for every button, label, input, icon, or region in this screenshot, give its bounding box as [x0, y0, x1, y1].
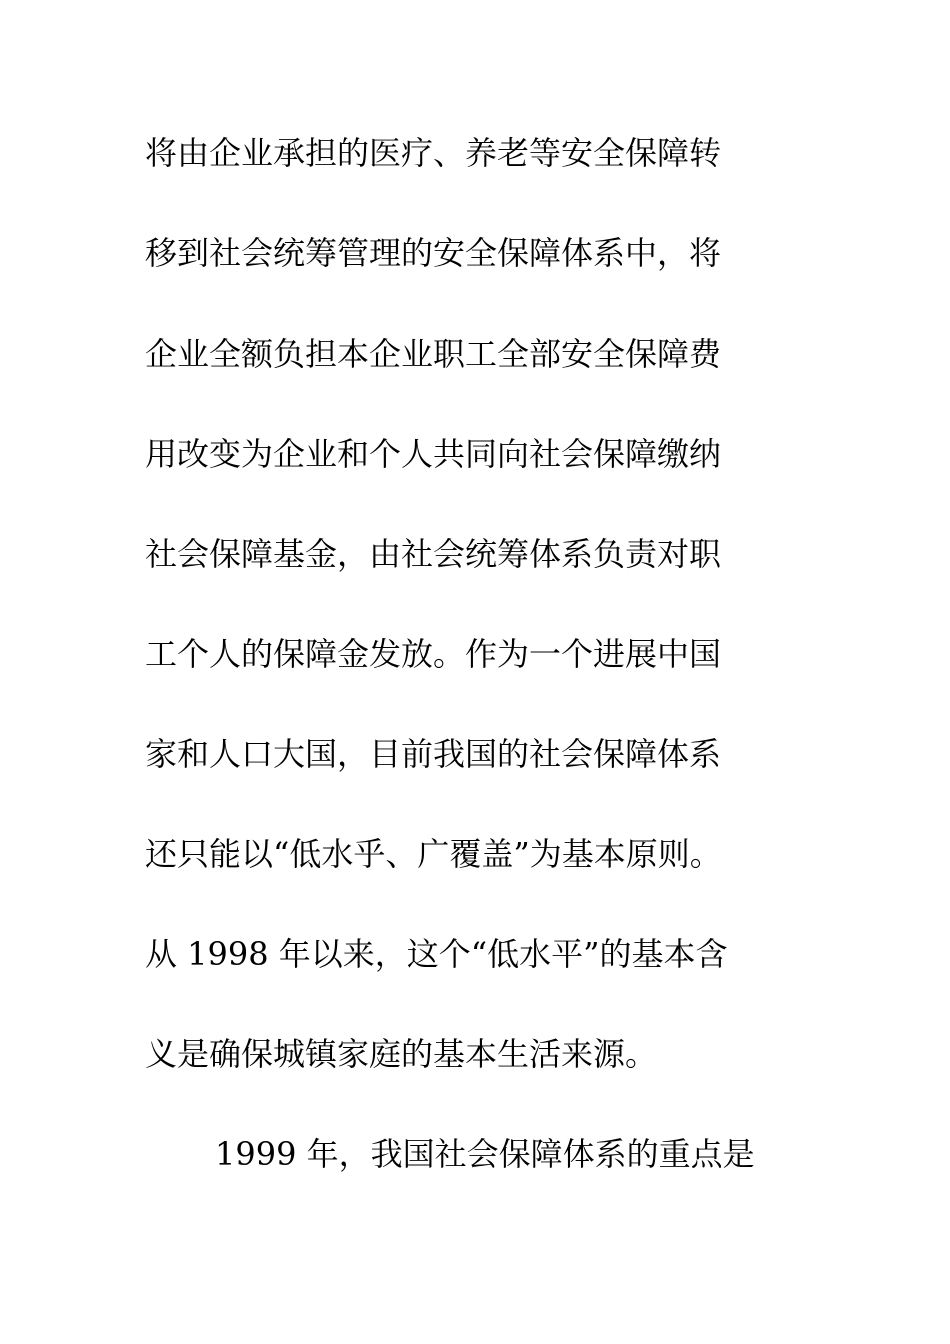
paragraph-line-2: 移到社会统筹管理的安全保障体系中，将 — [145, 234, 722, 272]
paragraph-2-line-1: 1999 年，我国社会保障体系的重点是 — [215, 1135, 755, 1173]
paragraph-line-10: 义是确保城镇家庭的基本生活来源。 — [145, 1035, 658, 1073]
paragraph-line-5: 社会保障基金，由社会统筹体系负责对职 — [145, 535, 722, 573]
paragraph-line-4: 用改变为企业和个人共同向社会保障缴纳 — [145, 435, 722, 473]
paragraph-line-6: 工个人的保障金发放。作为一个进展中国 — [145, 635, 722, 673]
paragraph-line-7: 家和人口大国，目前我国的社会保障体系 — [145, 735, 722, 773]
paragraph-line-8: 还只能以“低水乎、广覆盖”为基本原则。 — [145, 835, 722, 873]
paragraph-line-1: 将由企业承担的医疗、养老等安全保障转 — [145, 134, 722, 172]
paragraph-line-3: 企业全额负担本企业职工全部安全保障费 — [145, 335, 722, 373]
paragraph-line-9: 从 1998 年以来，这个“低水平”的基本含 — [145, 935, 728, 973]
